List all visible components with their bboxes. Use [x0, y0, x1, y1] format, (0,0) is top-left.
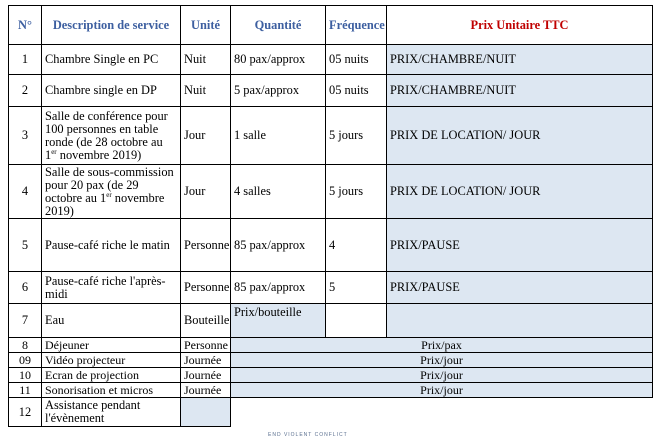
row-number: 8 [9, 338, 42, 353]
row-frequency: 5 jours [326, 165, 387, 219]
ordinal-suffix: er [51, 147, 57, 156]
row-unit: Journée [181, 353, 231, 368]
row-price[interactable]: PRIX/CHAMBRE/NUIT [387, 45, 653, 75]
header-unit-price: Prix Unitaire TTC [387, 6, 653, 45]
row-number: 11 [9, 383, 42, 398]
row-unit: Nuit [181, 45, 231, 75]
row-price[interactable] [387, 304, 653, 338]
row-description: Pause-café riche l'après-midi [42, 272, 181, 304]
row-description: Chambre Single en PC [42, 45, 181, 75]
table-row [9, 398, 653, 427]
row-description: Pause-café riche le matin [42, 219, 181, 272]
row-unit: Bouteille [181, 304, 231, 338]
row-frequency [326, 304, 387, 338]
row-quantity: 80 pax/approx [231, 45, 326, 75]
row-unit: Jour [181, 165, 231, 219]
footer-brand: END VIOLENT CONFLICT [268, 432, 348, 438]
row-unit: Nuit [181, 75, 231, 107]
row-description: Assistance pendant l'évènement [42, 398, 181, 427]
row-number: 12 [9, 398, 42, 427]
row-quantity: 85 pax/approx [231, 272, 326, 304]
row-unit: Journée [181, 368, 231, 383]
row-number: 4 [9, 165, 42, 219]
row-number: 2 [9, 75, 42, 107]
row-number: 5 [9, 219, 42, 272]
row-description: Sonorisation et micros [42, 383, 181, 398]
row-number: 09 [9, 353, 42, 368]
row-description: Chambre single en DP [42, 75, 181, 107]
row-frequency: 5 jours [326, 107, 387, 165]
header-number: N° [9, 6, 42, 45]
row-price[interactable]: Prix/pax [231, 338, 653, 353]
row-description [42, 107, 181, 165]
row-unit: Journée [181, 383, 231, 398]
header-description: Description de service [42, 6, 181, 45]
row-description [42, 165, 181, 219]
table-row [9, 368, 653, 383]
header-row [9, 6, 653, 45]
row-number: 6 [9, 272, 42, 304]
row-unit: Personne [181, 219, 231, 272]
row-unit [181, 398, 231, 427]
table-row [9, 353, 653, 368]
table-row [9, 165, 653, 219]
table-row [9, 338, 653, 353]
service-table [8, 5, 653, 427]
row-price[interactable]: Prix/jour [231, 353, 653, 368]
description-text: novembre 2019) [56, 147, 142, 162]
table-row [9, 45, 653, 75]
row-number: 3 [9, 107, 42, 165]
row-frequency: 5 [326, 272, 387, 304]
row-price[interactable]: PRIX DE LOCATION/ JOUR [387, 165, 653, 219]
table-row [9, 219, 653, 272]
row-price[interactable]: Prix/jour [231, 368, 653, 383]
row-price[interactable]: PRIX/PAUSE [387, 219, 653, 272]
row-unit: Personne [181, 338, 231, 353]
row-number: 1 [9, 45, 42, 75]
row-frequency: 05 nuits [326, 75, 387, 107]
table-row [9, 304, 653, 338]
row-description: Vidéo projecteur [42, 353, 181, 368]
row-description: Eau [42, 304, 181, 338]
row-price[interactable]: PRIX DE LOCATION/ JOUR [387, 107, 653, 165]
ordinal-suffix: er [106, 190, 112, 199]
table-row [9, 107, 653, 165]
row-description: Ecran de projection [42, 368, 181, 383]
row-frequency: 4 [326, 219, 387, 272]
description-text: novembre 2019) [45, 190, 165, 218]
row-unit: Jour [181, 107, 231, 165]
row-quantity: 1 salle [231, 107, 326, 165]
table-row [9, 75, 653, 107]
header-unit: Unité [181, 6, 231, 45]
row-price[interactable]: Prix/jour [231, 383, 653, 398]
row-quantity: 85 pax/approx [231, 219, 326, 272]
row-number: 7 [9, 304, 42, 338]
empty-cell [231, 398, 653, 427]
description-text: Salle de sous-commission pour 20 pax (de 29 octobre au 1 [45, 164, 174, 205]
table-row [9, 272, 653, 304]
header-frequency: Fréquence [326, 6, 387, 45]
row-quantity: Prix/bouteille [231, 304, 326, 338]
row-unit: Personne [181, 272, 231, 304]
row-quantity: 4 salles [231, 165, 326, 219]
row-number: 10 [9, 368, 42, 383]
header-quantity: Quantité [231, 6, 326, 45]
row-frequency: 05 nuits [326, 45, 387, 75]
row-price[interactable]: PRIX/PAUSE [387, 272, 653, 304]
row-description: Déjeuner [42, 338, 181, 353]
row-quantity: 5 pax/approx [231, 75, 326, 107]
table-row [9, 383, 653, 398]
row-price[interactable]: PRIX/CHAMBRE/NUIT [387, 75, 653, 107]
description-text: Salle de conférence pour 100 personnes en table ronde (de 28 octobre au 1 [45, 108, 168, 162]
